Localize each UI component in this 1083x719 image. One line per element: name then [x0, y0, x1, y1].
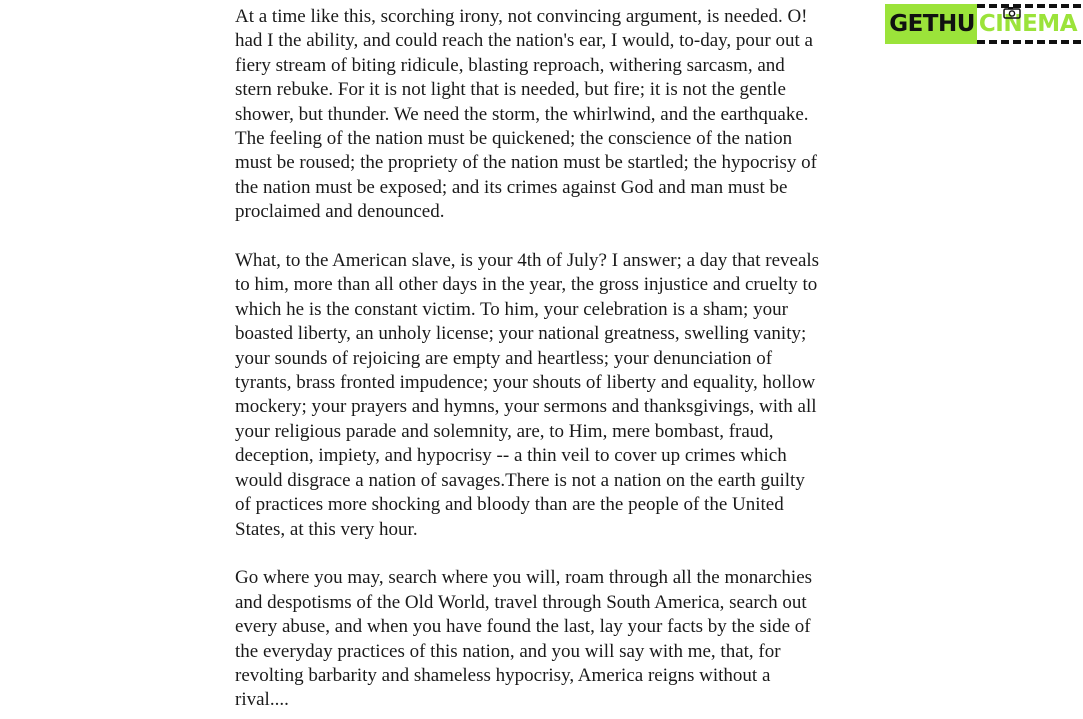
- speech-text: [235, 5, 855, 713]
- watermark-logo: [885, 4, 1081, 44]
- camera-icon: [1003, 6, 1021, 19]
- watermark-left-text: GETHU: [885, 4, 977, 44]
- paragraph-fourth-of-july: What, to the American slave, is your 4th of July? I answer; a day that reveals to him, more than all other days in the year, the gross injustice and cruelty to which he is the constant victim. To him, your celebration is a sham; your boasted liberty, an unholy license; your national greatness, swelling vanity; your sounds of rejoicing are empty and heartless; your denunciation of tyrants, brass fronted impudence; your shouts of liberty and equality, hollow mockery; your prayers and hymns, your sermons and thanksgivings, with all your religious parade and solemnity, are, to Him, mere bombast, fraud, deception, impiety, and hypocrisy -- a thin veil to cover up crimes which would disgrace a nation of savages.There is not a nation on the earth guilty of practices more shocking and bloody than are the people of the United States, at this very hour.: [235, 250, 820, 540]
- paragraph-rival: Go where you may, search where you will, roam through all the monarchies and despotisms of the Old World, travel through South America, search out every abuse, and when you have found the last, lay your facts by the side of the everyday practices of this nation, and you will say with me, that, for revolting barbarity and shameless hypocrisy, America reigns without a rival....: [235, 567, 813, 711]
- watermark-right-text: CINEMA: [977, 4, 1081, 44]
- paragraph-irony: At a time like this, scorching irony, not convincing argument, is needed. O! had I the ability, and could reach the nation's ear, I would, to-day, pour out a fiery stream of biting ridicule, blasting reproach, withering sarcasm, and stern rebuke. For it is not light that is needed, but fire; it is not the gentle shower, but thunder. We need the storm, the whirlwind, and the earthquake. The feeling of the nation must be quickened; the conscience of the nation must be roused; the propriety of the nation must be startled; the hypocrisy of the nation must be exposed; and its crimes against God and man must be proclaimed and denounced.: [235, 6, 818, 223]
